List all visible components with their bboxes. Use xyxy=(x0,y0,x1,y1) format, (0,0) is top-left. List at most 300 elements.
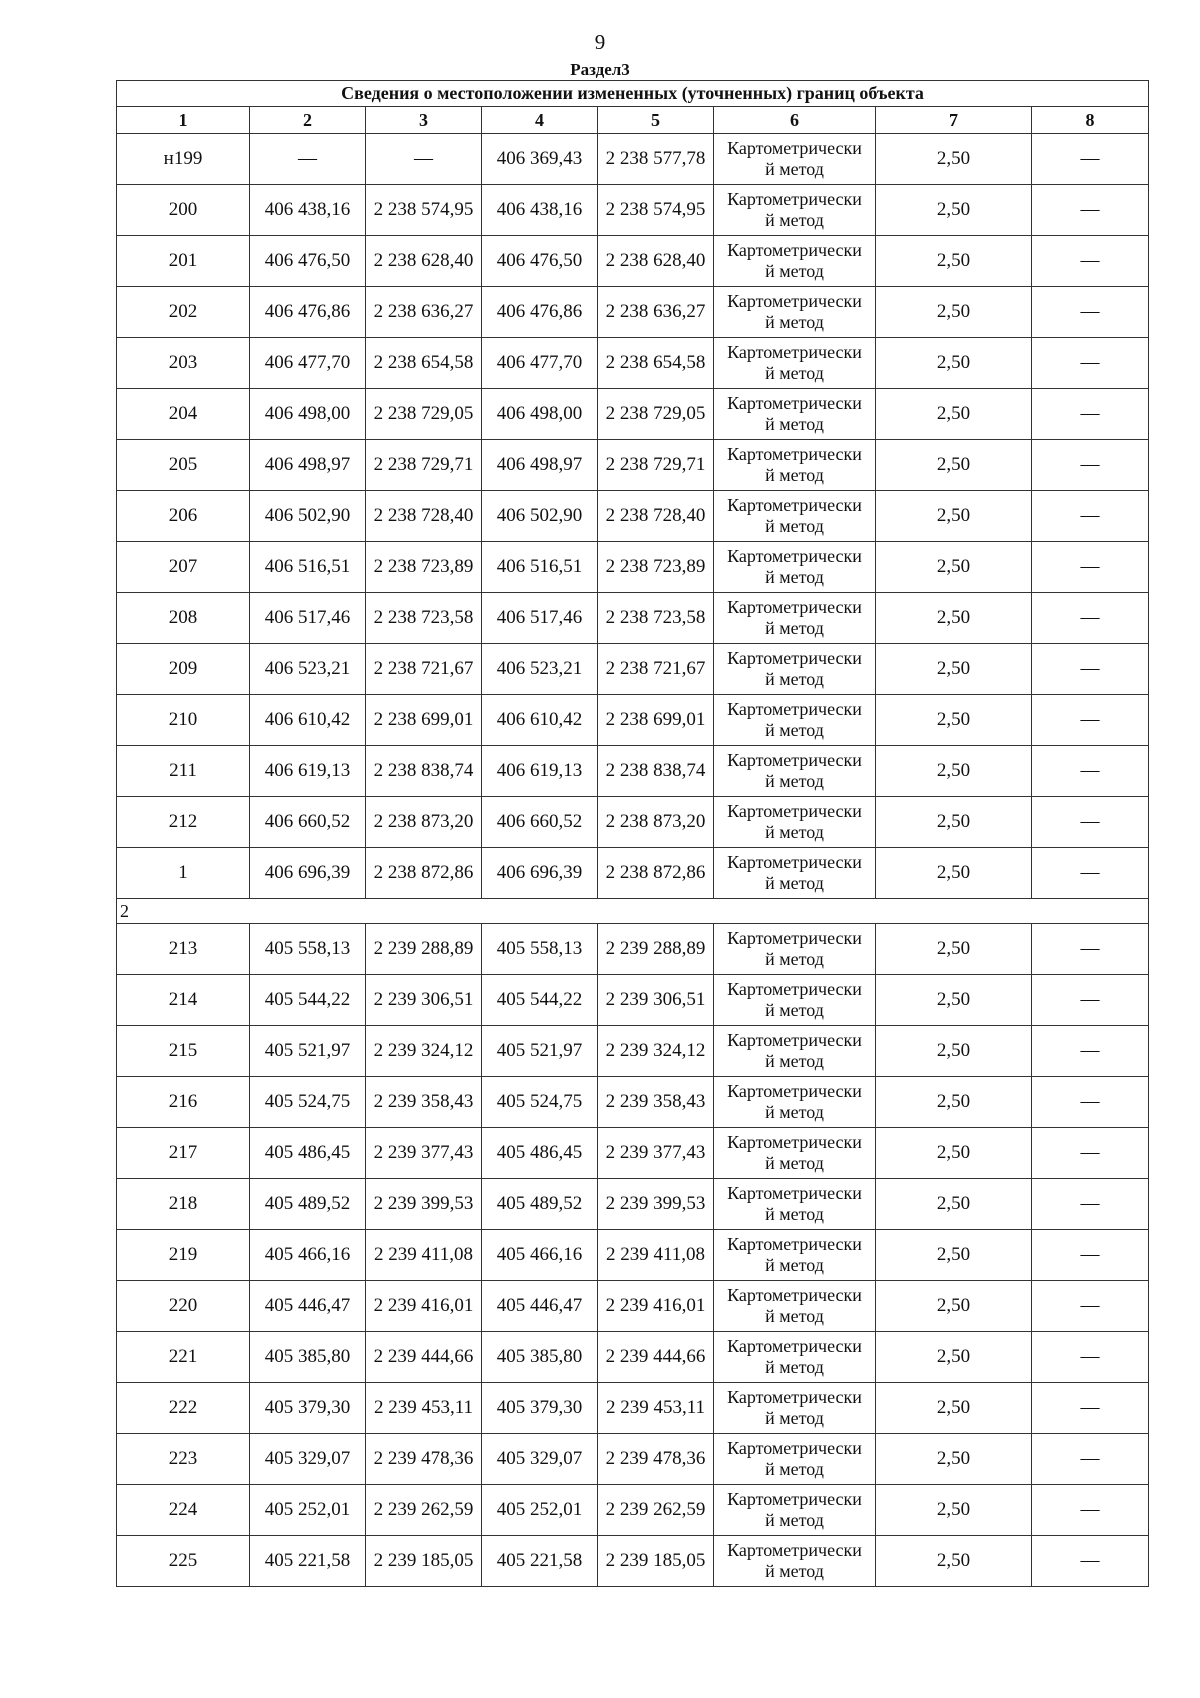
method-text-line-2: й метод xyxy=(765,1153,824,1173)
point-number-cell: 214 xyxy=(117,975,250,1026)
accuracy-cell: 2,50 xyxy=(876,797,1032,848)
old-y-cell: 2 238 723,89 xyxy=(366,542,482,593)
table-row xyxy=(117,695,1149,746)
new-x-cell: 406 476,86 xyxy=(482,287,598,338)
old-x-cell: 406 619,13 xyxy=(250,746,366,797)
new-x-cell: 406 610,42 xyxy=(482,695,598,746)
method-cell xyxy=(714,644,876,695)
method-text-line-1: Картометрически xyxy=(727,291,862,311)
new-y-cell: 2 238 838,74 xyxy=(598,746,714,797)
new-x-cell: 406 696,39 xyxy=(482,848,598,899)
new-y-cell: 2 239 411,08 xyxy=(598,1230,714,1281)
new-y-cell: 2 239 358,43 xyxy=(598,1077,714,1128)
method-text-line-1: Картометрически xyxy=(727,240,862,260)
description-cell: — xyxy=(1032,1332,1149,1383)
point-number-cell: 222 xyxy=(117,1383,250,1434)
description-cell: — xyxy=(1032,848,1149,899)
accuracy-cell: 2,50 xyxy=(876,491,1032,542)
description-cell: — xyxy=(1032,1281,1149,1332)
table-row xyxy=(117,1536,1149,1587)
old-x-cell: 406 498,00 xyxy=(250,389,366,440)
new-y-cell: 2 239 377,43 xyxy=(598,1128,714,1179)
method-text-line-1: Картометрически xyxy=(727,1030,862,1050)
accuracy-cell: 2,50 xyxy=(876,695,1032,746)
new-x-cell: 405 524,75 xyxy=(482,1077,598,1128)
new-y-cell: 2 238 729,05 xyxy=(598,389,714,440)
new-y-cell: 2 239 399,53 xyxy=(598,1179,714,1230)
new-y-cell: 2 238 723,58 xyxy=(598,593,714,644)
old-y-cell: 2 238 729,05 xyxy=(366,389,482,440)
new-y-cell: 2 239 416,01 xyxy=(598,1281,714,1332)
point-number-cell: 217 xyxy=(117,1128,250,1179)
method-text-line-1: Картометрически xyxy=(727,1387,862,1407)
old-y-cell: 2 239 288,89 xyxy=(366,924,482,975)
accuracy-cell: 2,50 xyxy=(876,1026,1032,1077)
description-cell: — xyxy=(1032,1434,1149,1485)
new-y-cell: 2 238 577,78 xyxy=(598,134,714,185)
new-y-cell: 2 239 288,89 xyxy=(598,924,714,975)
point-number-cell: 208 xyxy=(117,593,250,644)
new-y-cell: 2 239 453,11 xyxy=(598,1383,714,1434)
table-row xyxy=(117,1281,1149,1332)
method-cell xyxy=(714,1077,876,1128)
method-text-line-1: Картометрически xyxy=(727,1081,862,1101)
method-text-line-2: й метод xyxy=(765,261,824,281)
new-x-cell: 406 477,70 xyxy=(482,338,598,389)
new-x-cell: 406 660,52 xyxy=(482,797,598,848)
old-y-cell: 2 239 324,12 xyxy=(366,1026,482,1077)
table-row xyxy=(117,797,1149,848)
method-cell xyxy=(714,924,876,975)
method-cell xyxy=(714,1383,876,1434)
old-x-cell: 405 524,75 xyxy=(250,1077,366,1128)
column-number: 7 xyxy=(876,107,1032,134)
point-number-cell: 218 xyxy=(117,1179,250,1230)
new-y-cell: 2 238 721,67 xyxy=(598,644,714,695)
description-cell: — xyxy=(1032,593,1149,644)
accuracy-cell: 2,50 xyxy=(876,924,1032,975)
method-cell xyxy=(714,389,876,440)
method-text-line-2: й метод xyxy=(765,873,824,893)
old-y-cell: 2 238 574,95 xyxy=(366,185,482,236)
new-x-cell: 406 498,00 xyxy=(482,389,598,440)
new-y-cell: 2 239 324,12 xyxy=(598,1026,714,1077)
new-y-cell: 2 238 574,95 xyxy=(598,185,714,236)
column-number: 3 xyxy=(366,107,482,134)
description-cell: — xyxy=(1032,797,1149,848)
point-number-cell: 203 xyxy=(117,338,250,389)
description-cell: — xyxy=(1032,1230,1149,1281)
column-numbers-row xyxy=(117,107,1149,134)
accuracy-cell: 2,50 xyxy=(876,236,1032,287)
method-text-line-1: Картометрически xyxy=(727,750,862,770)
table-row xyxy=(117,185,1149,236)
point-number-cell: 201 xyxy=(117,236,250,287)
point-number-cell: 209 xyxy=(117,644,250,695)
point-number-cell: 200 xyxy=(117,185,250,236)
new-y-cell: 2 239 478,36 xyxy=(598,1434,714,1485)
new-y-cell: 2 238 628,40 xyxy=(598,236,714,287)
point-number-cell: 212 xyxy=(117,797,250,848)
table-caption: Сведения о местоположении измененных (уточненных) границ объекта xyxy=(117,81,1149,107)
accuracy-cell: 2,50 xyxy=(876,1281,1032,1332)
old-x-cell: 405 379,30 xyxy=(250,1383,366,1434)
accuracy-cell: 2,50 xyxy=(876,389,1032,440)
table-row xyxy=(117,1332,1149,1383)
point-number-cell: 1 xyxy=(117,848,250,899)
point-number-cell: 224 xyxy=(117,1485,250,1536)
description-cell: — xyxy=(1032,975,1149,1026)
method-text-line-2: й метод xyxy=(765,949,824,969)
method-text-line-2: й метод xyxy=(765,1204,824,1224)
method-cell xyxy=(714,287,876,338)
description-cell: — xyxy=(1032,746,1149,797)
method-cell xyxy=(714,1434,876,1485)
method-text-line-1: Картометрически xyxy=(727,648,862,668)
method-text-line-2: й метод xyxy=(765,312,824,332)
new-y-cell: 2 238 654,58 xyxy=(598,338,714,389)
table-row xyxy=(117,1077,1149,1128)
accuracy-cell: 2,50 xyxy=(876,1536,1032,1587)
method-text-line-1: Картометрически xyxy=(727,928,862,948)
table-row xyxy=(117,287,1149,338)
old-x-cell: 405 385,80 xyxy=(250,1332,366,1383)
new-y-cell: 2 238 728,40 xyxy=(598,491,714,542)
description-cell: — xyxy=(1032,1536,1149,1587)
new-x-cell: 406 369,43 xyxy=(482,134,598,185)
old-x-cell: 405 446,47 xyxy=(250,1281,366,1332)
point-number-cell: н199 xyxy=(117,134,250,185)
boundary-coordinates-table xyxy=(116,80,1149,1587)
method-text-line-2: й метод xyxy=(765,1255,824,1275)
old-x-cell: 406 660,52 xyxy=(250,797,366,848)
point-number-cell: 204 xyxy=(117,389,250,440)
column-number: 1 xyxy=(117,107,250,134)
old-x-cell: 405 329,07 xyxy=(250,1434,366,1485)
new-y-cell: 2 238 872,86 xyxy=(598,848,714,899)
table-row xyxy=(117,236,1149,287)
method-cell xyxy=(714,236,876,287)
old-x-cell: 406 523,21 xyxy=(250,644,366,695)
accuracy-cell: 2,50 xyxy=(876,1230,1032,1281)
method-text-line-1: Картометрически xyxy=(727,699,862,719)
method-text-line-2: й метод xyxy=(765,567,824,587)
method-text-line-2: й метод xyxy=(765,1459,824,1479)
description-cell: — xyxy=(1032,1077,1149,1128)
table-row xyxy=(117,389,1149,440)
method-cell xyxy=(714,695,876,746)
table-row xyxy=(117,1179,1149,1230)
method-text-line-2: й метод xyxy=(765,669,824,689)
old-y-cell: 2 239 399,53 xyxy=(366,1179,482,1230)
old-y-cell: 2 239 185,05 xyxy=(366,1536,482,1587)
old-y-cell: 2 238 728,40 xyxy=(366,491,482,542)
description-cell: — xyxy=(1032,236,1149,287)
method-text-line-1: Картометрически xyxy=(727,393,862,413)
table-row xyxy=(117,593,1149,644)
point-number-cell: 202 xyxy=(117,287,250,338)
new-x-cell: 405 329,07 xyxy=(482,1434,598,1485)
old-y-cell: 2 238 729,71 xyxy=(366,440,482,491)
old-x-cell: 405 221,58 xyxy=(250,1536,366,1587)
new-x-cell: 405 486,45 xyxy=(482,1128,598,1179)
method-text-line-2: й метод xyxy=(765,1408,824,1428)
new-y-cell: 2 238 636,27 xyxy=(598,287,714,338)
method-text-line-1: Картометрически xyxy=(727,1438,862,1458)
table-row xyxy=(117,924,1149,975)
old-y-cell: 2 239 444,66 xyxy=(366,1332,482,1383)
new-y-cell: 2 239 444,66 xyxy=(598,1332,714,1383)
table-body xyxy=(117,134,1149,1587)
new-x-cell: 406 523,21 xyxy=(482,644,598,695)
old-x-cell: 405 558,13 xyxy=(250,924,366,975)
old-x-cell: 406 476,86 xyxy=(250,287,366,338)
old-y-cell: 2 239 377,43 xyxy=(366,1128,482,1179)
table-row xyxy=(117,975,1149,1026)
method-text-line-1: Картометрически xyxy=(727,1489,862,1509)
method-cell xyxy=(714,1281,876,1332)
new-x-cell: 406 476,50 xyxy=(482,236,598,287)
accuracy-cell: 2,50 xyxy=(876,185,1032,236)
old-x-cell: 406 477,70 xyxy=(250,338,366,389)
section-title: Раздел3 xyxy=(570,60,630,79)
point-number-cell: 205 xyxy=(117,440,250,491)
old-x-cell: 406 696,39 xyxy=(250,848,366,899)
accuracy-cell: 2,50 xyxy=(876,1179,1032,1230)
new-y-cell: 2 238 729,71 xyxy=(598,440,714,491)
table-row xyxy=(117,491,1149,542)
old-y-cell: 2 239 306,51 xyxy=(366,975,482,1026)
old-y-cell: 2 239 478,36 xyxy=(366,1434,482,1485)
method-text-line-1: Картометрически xyxy=(727,1285,862,1305)
old-x-cell: 406 516,51 xyxy=(250,542,366,593)
accuracy-cell: 2,50 xyxy=(876,1485,1032,1536)
method-text-line-2: й метод xyxy=(765,1357,824,1377)
column-number: 2 xyxy=(250,107,366,134)
column-number: 4 xyxy=(482,107,598,134)
new-x-cell: 405 379,30 xyxy=(482,1383,598,1434)
description-cell: — xyxy=(1032,1383,1149,1434)
new-x-cell: 405 489,52 xyxy=(482,1179,598,1230)
method-cell xyxy=(714,848,876,899)
method-text-line-1: Картометрически xyxy=(727,1132,862,1152)
method-cell xyxy=(714,185,876,236)
method-text-line-1: Картометрически xyxy=(727,1336,862,1356)
accuracy-cell: 2,50 xyxy=(876,975,1032,1026)
new-x-cell: 405 385,80 xyxy=(482,1332,598,1383)
page-number: 9 xyxy=(594,30,606,54)
description-cell: — xyxy=(1032,542,1149,593)
description-cell: — xyxy=(1032,287,1149,338)
old-y-cell: 2 238 723,58 xyxy=(366,593,482,644)
new-x-cell: 405 221,58 xyxy=(482,1536,598,1587)
contour-label: 2 xyxy=(117,899,1149,924)
old-x-cell: 405 486,45 xyxy=(250,1128,366,1179)
accuracy-cell: 2,50 xyxy=(876,338,1032,389)
method-cell xyxy=(714,593,876,644)
new-y-cell: 2 239 306,51 xyxy=(598,975,714,1026)
table-row xyxy=(117,542,1149,593)
method-text-line-2: й метод xyxy=(765,1510,824,1530)
method-text-line-2: й метод xyxy=(765,159,824,179)
old-y-cell: 2 239 358,43 xyxy=(366,1077,482,1128)
column-number: 8 xyxy=(1032,107,1149,134)
method-cell xyxy=(714,338,876,389)
method-text-line-2: й метод xyxy=(765,363,824,383)
new-x-cell: 406 438,16 xyxy=(482,185,598,236)
method-text-line-2: й метод xyxy=(765,618,824,638)
old-y-cell: 2 238 838,74 xyxy=(366,746,482,797)
table-row xyxy=(117,848,1149,899)
description-cell: — xyxy=(1032,389,1149,440)
method-cell xyxy=(714,134,876,185)
old-x-cell: 405 489,52 xyxy=(250,1179,366,1230)
accuracy-cell: 2,50 xyxy=(876,1077,1032,1128)
method-cell xyxy=(714,1026,876,1077)
point-number-cell: 220 xyxy=(117,1281,250,1332)
old-x-cell: 406 517,46 xyxy=(250,593,366,644)
method-text-line-2: й метод xyxy=(765,1000,824,1020)
description-cell: — xyxy=(1032,491,1149,542)
old-y-cell: 2 238 721,67 xyxy=(366,644,482,695)
table-row xyxy=(117,1026,1149,1077)
method-text-line-1: Картометрически xyxy=(727,1540,862,1560)
old-x-cell: 406 476,50 xyxy=(250,236,366,287)
old-y-cell: 2 239 262,59 xyxy=(366,1485,482,1536)
method-cell xyxy=(714,746,876,797)
method-text-line-2: й метод xyxy=(765,1102,824,1122)
method-text-line-1: Картометрически xyxy=(727,801,862,821)
description-cell: — xyxy=(1032,185,1149,236)
new-y-cell: 2 238 873,20 xyxy=(598,797,714,848)
point-number-cell: 216 xyxy=(117,1077,250,1128)
method-cell xyxy=(714,491,876,542)
method-text-line-1: Картометрически xyxy=(727,444,862,464)
accuracy-cell: 2,50 xyxy=(876,593,1032,644)
description-cell: — xyxy=(1032,1179,1149,1230)
description-cell: — xyxy=(1032,338,1149,389)
contour-group-row xyxy=(117,899,1149,924)
column-number: 6 xyxy=(714,107,876,134)
method-text-line-1: Картометрически xyxy=(727,597,862,617)
point-number-cell: 219 xyxy=(117,1230,250,1281)
method-text-line-2: й метод xyxy=(765,771,824,791)
method-text-line-1: Картометрически xyxy=(727,852,862,872)
description-cell: — xyxy=(1032,1128,1149,1179)
point-number-cell: 211 xyxy=(117,746,250,797)
old-y-cell: 2 238 628,40 xyxy=(366,236,482,287)
new-x-cell: 405 466,16 xyxy=(482,1230,598,1281)
method-text-line-2: й метод xyxy=(765,465,824,485)
description-cell: — xyxy=(1032,1485,1149,1536)
old-y-cell: 2 238 654,58 xyxy=(366,338,482,389)
column-number: 5 xyxy=(598,107,714,134)
new-x-cell: 406 502,90 xyxy=(482,491,598,542)
method-text-line-2: й метод xyxy=(765,720,824,740)
description-cell: — xyxy=(1032,644,1149,695)
accuracy-cell: 2,50 xyxy=(876,1332,1032,1383)
method-text-line-1: Картометрически xyxy=(727,979,862,999)
point-number-cell: 215 xyxy=(117,1026,250,1077)
new-y-cell: 2 238 723,89 xyxy=(598,542,714,593)
point-number-cell: 213 xyxy=(117,924,250,975)
method-cell xyxy=(714,975,876,1026)
table-row xyxy=(117,1434,1149,1485)
point-number-cell: 223 xyxy=(117,1434,250,1485)
accuracy-cell: 2,50 xyxy=(876,440,1032,491)
accuracy-cell: 2,50 xyxy=(876,746,1032,797)
method-cell xyxy=(714,1230,876,1281)
method-text-line-1: Картометрически xyxy=(727,189,862,209)
new-x-cell: 405 558,13 xyxy=(482,924,598,975)
point-number-cell: 210 xyxy=(117,695,250,746)
new-x-cell: 406 516,51 xyxy=(482,542,598,593)
method-text-line-1: Картометрически xyxy=(727,546,862,566)
description-cell: — xyxy=(1032,695,1149,746)
old-x-cell: 406 498,97 xyxy=(250,440,366,491)
new-x-cell: 405 252,01 xyxy=(482,1485,598,1536)
old-x-cell: 406 502,90 xyxy=(250,491,366,542)
old-y-cell: — xyxy=(366,134,482,185)
method-text-line-2: й метод xyxy=(765,1561,824,1581)
point-number-cell: 221 xyxy=(117,1332,250,1383)
old-x-cell: 405 466,16 xyxy=(250,1230,366,1281)
old-y-cell: 2 238 873,20 xyxy=(366,797,482,848)
old-y-cell: 2 238 872,86 xyxy=(366,848,482,899)
point-number-cell: 206 xyxy=(117,491,250,542)
point-number-cell: 225 xyxy=(117,1536,250,1587)
description-cell: — xyxy=(1032,924,1149,975)
method-cell xyxy=(714,1179,876,1230)
method-cell xyxy=(714,797,876,848)
description-cell: — xyxy=(1032,440,1149,491)
new-y-cell: 2 239 262,59 xyxy=(598,1485,714,1536)
method-text-line-2: й метод xyxy=(765,210,824,230)
method-cell xyxy=(714,542,876,593)
old-x-cell: 405 252,01 xyxy=(250,1485,366,1536)
table-row xyxy=(117,746,1149,797)
table-row xyxy=(117,134,1149,185)
old-y-cell: 2 239 411,08 xyxy=(366,1230,482,1281)
method-text-line-1: Картометрически xyxy=(727,495,862,515)
new-x-cell: 405 544,22 xyxy=(482,975,598,1026)
table-row xyxy=(117,644,1149,695)
accuracy-cell: 2,50 xyxy=(876,542,1032,593)
description-cell: — xyxy=(1032,134,1149,185)
new-y-cell: 2 238 699,01 xyxy=(598,695,714,746)
table-row xyxy=(117,1383,1149,1434)
old-y-cell: 2 239 453,11 xyxy=(366,1383,482,1434)
method-text-line-2: й метод xyxy=(765,1306,824,1326)
new-x-cell: 405 446,47 xyxy=(482,1281,598,1332)
method-cell xyxy=(714,1485,876,1536)
method-cell xyxy=(714,1128,876,1179)
method-text-line-2: й метод xyxy=(765,516,824,536)
method-cell xyxy=(714,440,876,491)
accuracy-cell: 2,50 xyxy=(876,644,1032,695)
table-row xyxy=(117,1485,1149,1536)
method-cell xyxy=(714,1536,876,1587)
old-x-cell: — xyxy=(250,134,366,185)
method-text-line-2: й метод xyxy=(765,1051,824,1071)
old-y-cell: 2 239 416,01 xyxy=(366,1281,482,1332)
method-text-line-1: Картометрически xyxy=(727,1183,862,1203)
accuracy-cell: 2,50 xyxy=(876,287,1032,338)
table-row xyxy=(117,440,1149,491)
new-x-cell: 405 521,97 xyxy=(482,1026,598,1077)
old-x-cell: 406 610,42 xyxy=(250,695,366,746)
new-x-cell: 406 498,97 xyxy=(482,440,598,491)
